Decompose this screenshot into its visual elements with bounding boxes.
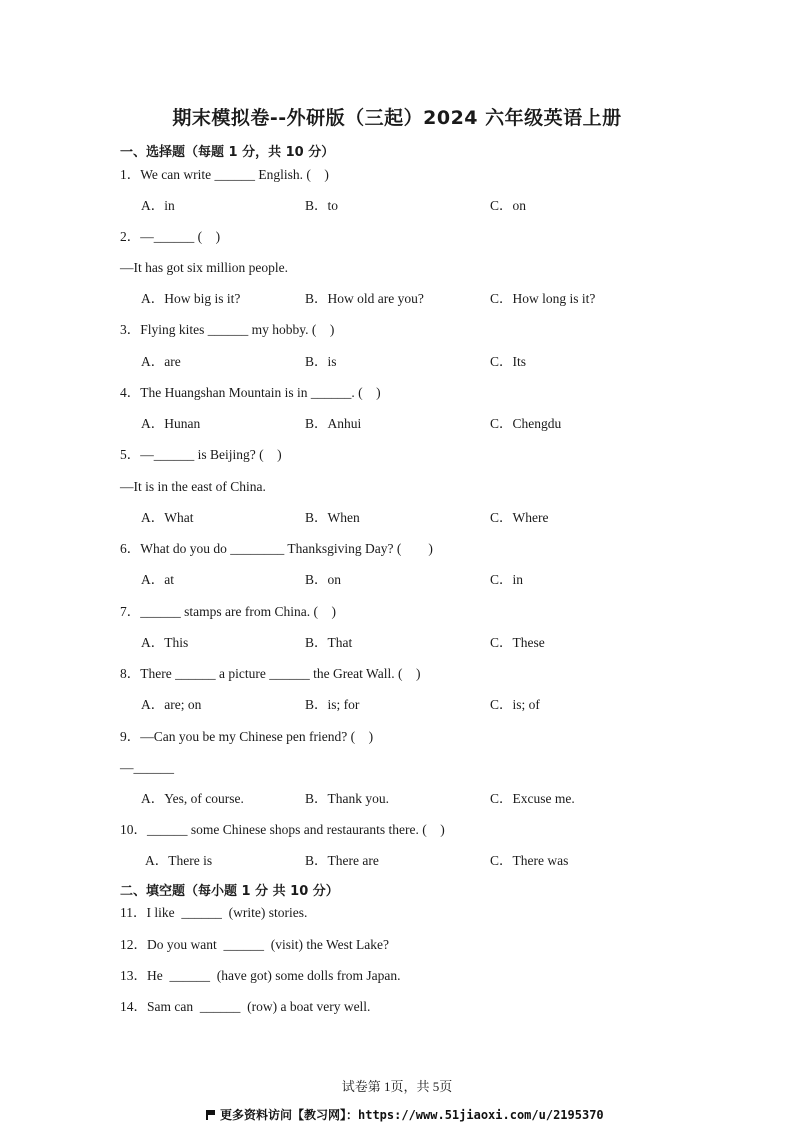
exam-title: 期末模拟卷--外研版（三起）2024 六年级英语上册	[172, 107, 622, 129]
option-c: C．Where	[490, 510, 549, 525]
question-8-stem: 8．There ______ a picture ______ the Great Wall. ( )	[120, 666, 421, 681]
option-b: B．is	[305, 354, 337, 369]
question-6-options	[0, 571, 794, 589]
option-b: B．on	[305, 572, 342, 587]
question-8-options	[0, 696, 794, 714]
question-10-options	[0, 852, 794, 870]
option-a: A．Hunan	[141, 416, 201, 431]
option-c: C．How long is it?	[490, 291, 596, 306]
question-2-response: —It has got six million people.	[120, 260, 288, 275]
question-9-stem: 9．—Can you be my Chinese pen friend? ( )	[120, 729, 374, 744]
question-13: 13．He ______ (have got) some dolls from Japan.	[120, 968, 401, 983]
option-b: B．That	[305, 635, 353, 650]
page-number-footer: 试卷第 1页，共 5页	[341, 1079, 453, 1094]
question-14: 14．Sam can ______ (row) a boat very well.	[120, 999, 371, 1014]
option-a: A．Yes, of course.	[141, 791, 244, 806]
section-heading-multiple-choice: 一、选择题（每题 1 分，共 10 分）	[120, 145, 335, 160]
option-a: A．in	[141, 198, 175, 213]
option-c: C．There was	[490, 853, 569, 868]
option-a: A．There is	[145, 853, 213, 868]
option-b: B．How old are you?	[305, 291, 424, 306]
resource-link-text[interactable]: 更多资料访问【教习网】：https://www.51jiaoxi.com/u/2195370	[220, 1108, 604, 1122]
option-c: C．is; of	[490, 697, 540, 712]
option-a: A．are	[141, 354, 181, 369]
option-a: A．What	[141, 510, 194, 525]
option-a: A．at	[141, 572, 174, 587]
question-11: 11．I like ______ (write) stories.	[120, 905, 308, 920]
option-b: B．There are	[305, 853, 379, 868]
question-10-stem: 10．______ some Chinese shops and restaurants there. ( )	[120, 822, 445, 837]
question-7-stem: 7．______ stamps are from China. ( )	[120, 604, 336, 619]
question-7-options	[0, 634, 794, 652]
option-c: C．These	[490, 635, 545, 650]
option-a: A．How big is it?	[141, 291, 241, 306]
question-6-stem: 6．What do you do ________ Thanksgiving Day? ( )	[120, 541, 433, 556]
question-3-options	[0, 353, 794, 371]
option-c: C．on	[490, 198, 527, 213]
question-12: 12．Do you want ______ (visit) the West Lake?	[120, 937, 389, 952]
option-c: C．Its	[490, 354, 527, 369]
option-c: C．Chengdu	[490, 416, 562, 431]
option-a: A．This	[141, 635, 189, 650]
resource-link-line[interactable]	[206, 1106, 604, 1123]
section-heading-fill-in: 二、填空题（每小题 1 分 共 10 分）	[120, 884, 339, 899]
question-2-options	[0, 290, 794, 308]
question-5-response: —It is in the east of China.	[120, 479, 266, 494]
question-5-options	[0, 509, 794, 527]
question-5-stem: 5．—______ is Beijing? ( )	[120, 447, 282, 462]
question-9-options	[0, 790, 794, 808]
option-b: B．Anhui	[305, 416, 362, 431]
question-1-options	[0, 197, 794, 215]
option-b: B．When	[305, 510, 360, 525]
option-c: C．Excuse me.	[490, 791, 575, 806]
option-b: B．to	[305, 198, 339, 213]
option-b: B．Thank you.	[305, 791, 389, 806]
question-4-options	[0, 415, 794, 433]
question-2-stem: 2．—______ ( )	[120, 229, 221, 244]
question-3-stem: 3．Flying kites ______ my hobby. ( )	[120, 322, 335, 337]
option-b: B．is; for	[305, 697, 360, 712]
flag-icon	[206, 1110, 216, 1120]
question-4-stem: 4．The Huangshan Mountain is in ______. ( )	[120, 385, 381, 400]
option-c: C．in	[490, 572, 524, 587]
question-9-response: —______	[120, 760, 174, 775]
question-1-stem: 1．We can write ______ English. ( )	[120, 167, 329, 182]
option-a: A．are; on	[141, 697, 202, 712]
